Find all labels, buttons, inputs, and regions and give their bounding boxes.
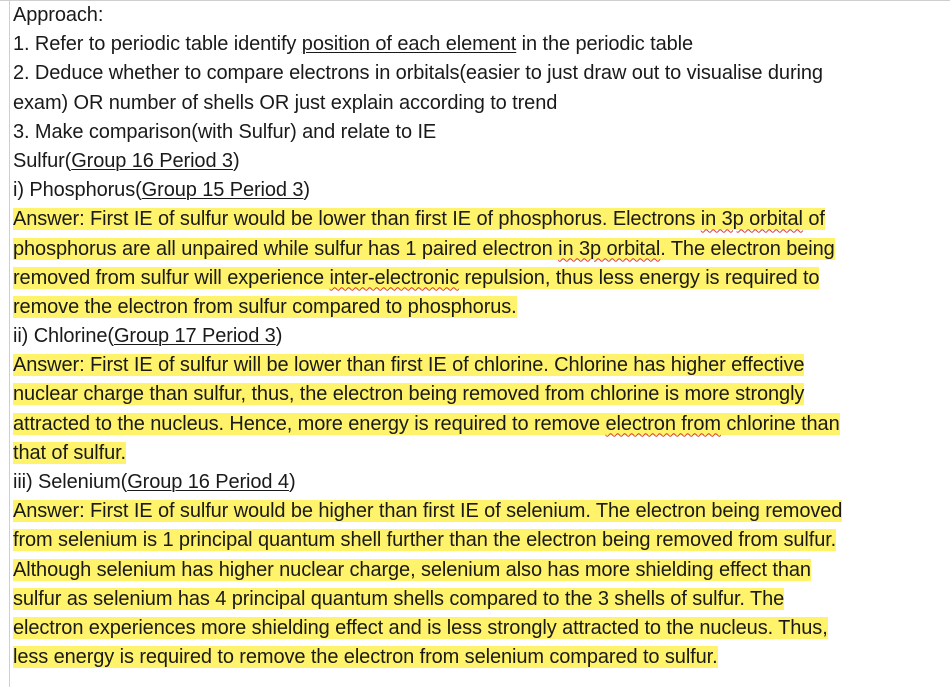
chlorine-answer-line-3: attracted to the nucleus. Hence, more energy is required to remove electron from chlorine than — [13, 412, 840, 435]
phosphorus-heading: i) Phosphorus(Group 15 Period 3) — [13, 179, 310, 202]
phosphorus-answer-line-4: remove the electron from sulfur compared to phosphorus. — [13, 295, 517, 318]
chlorine-answer-line-2: nuclear charge than sulfur, thus, the electron being removed from chlorine is more strongly — [13, 383, 805, 406]
approach-step-3: 3. Make comparison(with Sulfur) and relate to IE — [13, 120, 437, 143]
left-margin-border — [9, 0, 10, 687]
phosphorus-answer-line-1: Answer: First IE of sulfur would be lower than first IE of phosphorus. Electrons in 3p orbital of — [13, 208, 825, 231]
underlined-phrase: position of each element — [301, 33, 517, 56]
chlorine-heading: ii) Chlorine(Group 17 Period 3) — [13, 325, 283, 348]
selenium-position: Group 16 Period 4 — [127, 471, 289, 493]
selenium-answer-line-4: sulfur as selenium has 4 principal quantum shells compared to the 3 shells of sulfur. The — [13, 587, 785, 610]
spellcheck-mark[interactable]: inter-electronic — [329, 266, 460, 289]
chlorine-position: Group 17 Period 3 — [113, 325, 276, 348]
phosphorus-answer-line-3: removed from sulfur will experience inter-electronic repulsion, thus less energy is required to — [13, 266, 820, 289]
approach-step-2-line-1: 2. Deduce whether to compare electrons in orbitals(easier to just draw out to visualise during — [13, 62, 823, 85]
spellcheck-mark[interactable]: in 3p orbital — [700, 208, 803, 231]
phosphorus-position: Group 15 Period 3 — [141, 179, 304, 202]
chlorine-answer-line-1: Answer: First IE of sulfur will be lower than first IE of chlorine. Chlorine has higher effective — [13, 354, 805, 377]
selenium-answer-line-2: from selenium is 1 principal quantum shell further than the electron being removed from sulfur. — [13, 529, 837, 552]
sulfur-position: Group 16 Period 3 — [71, 149, 233, 172]
approach-step-1: 1. Refer to periodic table identify position of each element in the periodic table — [13, 33, 694, 56]
approach-step-2-line-2: exam) OR number of shells OR just explain according to trend — [13, 91, 558, 114]
selenium-answer-line-1: Answer: First IE of sulfur would be higher than first IE of selenium. The electron being removed — [13, 500, 843, 523]
selenium-answer-line-5: electron experiences more shielding effect and is less strongly attracted to the nucleus. Thus, — [13, 616, 828, 639]
document-body[interactable] — [13, 1, 943, 672]
chlorine-answer-line-4: that of sulfur. — [13, 441, 127, 464]
selenium-answer-line-6: less energy is required to remove the electron from selenium compared to sulfur. — [13, 646, 718, 669]
selenium-answer-line-3: Although selenium has higher nuclear charge, selenium also has more shielding effect than — [13, 558, 811, 581]
selenium-heading: iii) Selenium(Group 16 Period 4) — [13, 471, 296, 493]
phosphorus-answer-line-2: phosphorus are all unpaired while sulfur has 1 paired electron in 3p orbital. The electron being — [13, 237, 835, 260]
spellcheck-mark[interactable]: electron from — [605, 412, 721, 435]
spellcheck-mark[interactable]: in 3p orbital — [558, 237, 661, 260]
approach-heading: Approach: — [13, 4, 104, 26]
sulfur-heading: Sulfur(Group 16 Period 3) — [13, 149, 240, 172]
